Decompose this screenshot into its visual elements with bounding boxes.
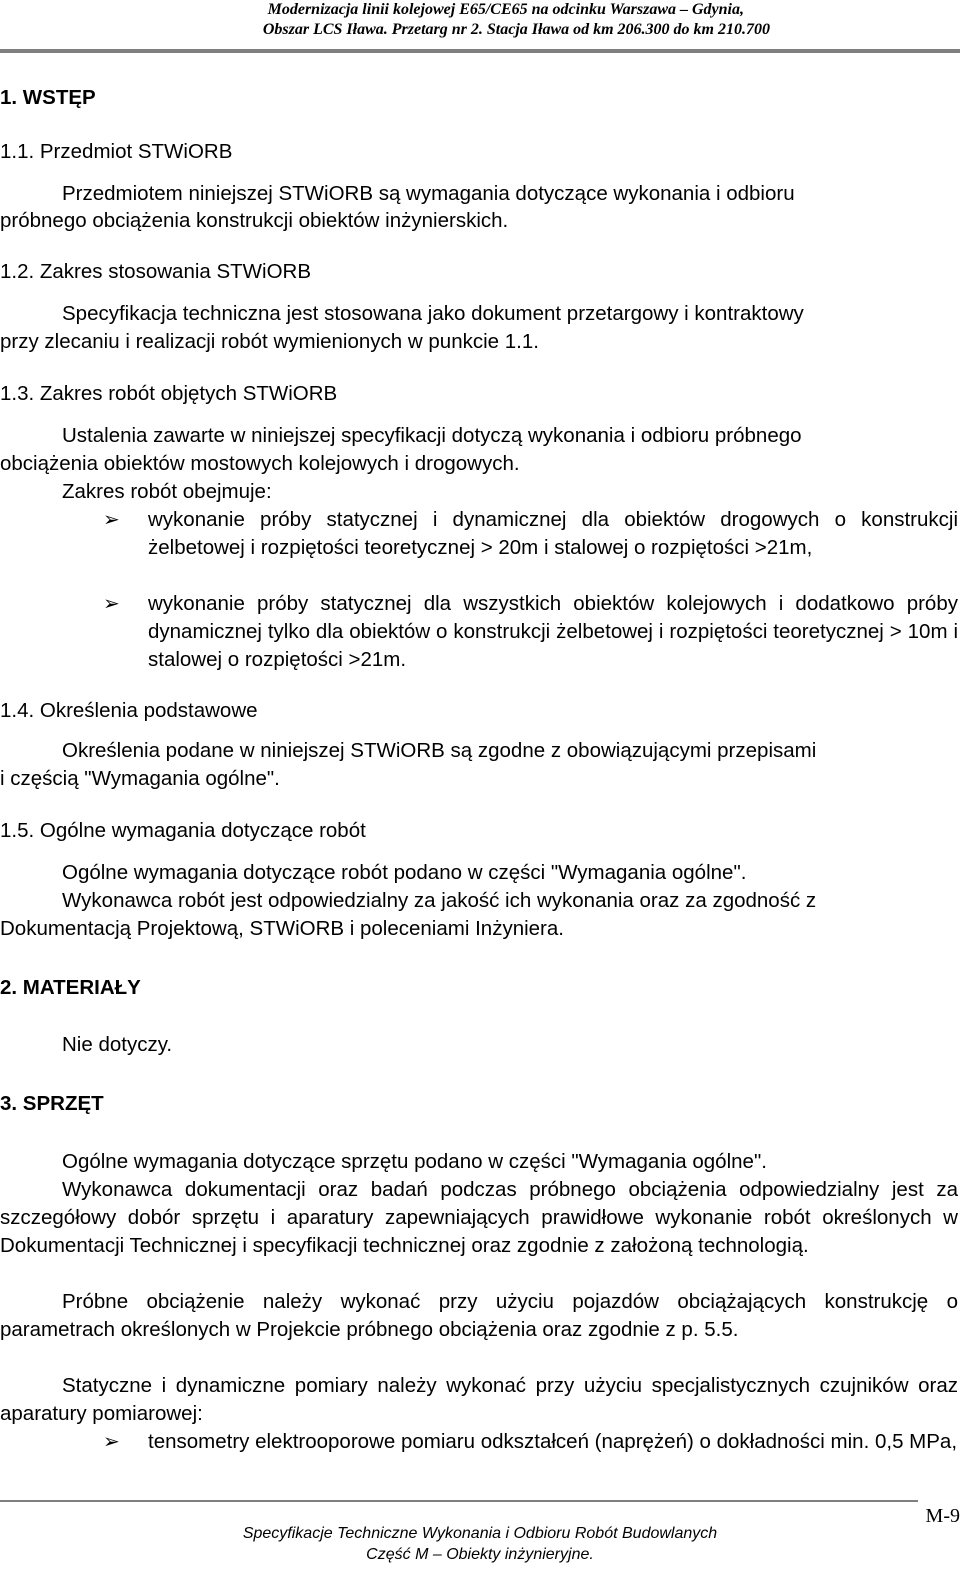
section-1-4-para-line-2: i częścią "Wymagania ogólne".	[0, 767, 280, 790]
section-1-3-para-line-2: obciążenia obiektów mostowych kolejowych i drogowych.	[0, 452, 520, 475]
equipment-bullet-1: tensometry elektrooporowe pomiaru odkształceń (naprężeń) o dokładności min. 0,5 MPa,	[148, 1430, 958, 1453]
scope-bullet-1: wykonanie próby statycznej i dynamicznej dla obiektów drogowych o konstrukcji żelbetowej i rozpiętości teoretycznej > 20m i stalowej o rozpiętości >21m,	[148, 508, 958, 559]
section-1-5-para-line-2: Wykonawca robót jest odpowiedzialny za jakość ich wykonania oraz za zgodność z	[62, 889, 817, 912]
section-1-5-title: 1.5. Ogólne wymagania dotyczące robót	[0, 819, 366, 842]
section-3-para-3: Próbne obciążenie należy wykonać przy użyciu pojazdów obciążających konstrukcję o parametrach określonych w Projekcie próbnego obciążenia oraz zgodnie z p. 5.5.	[0, 1290, 958, 1341]
section-1-2-para-line-1: Specyfikacja techniczna jest stosowana jako dokument przetargowy i kontraktowy	[62, 302, 804, 325]
bullet-arrow-icon: ➢	[103, 593, 120, 615]
header-line-1: Modernizacja linii kolejowej E65/CE65 na odcinku Warszawa – Gdynia,	[267, 1, 744, 18]
header-rule	[0, 49, 960, 53]
section-3-para-2: Wykonawca dokumentacji oraz badań podczas próbnego obciążenia odpowiedzialny jest za szczegółowy dobór sprzętu i aparatury zapewniających prawidłowe wykonanie robót określonych w Dokumentacji Technicznej i specyfikacji technicznej oraz zgodnie z założoną technologią.	[0, 1178, 958, 1257]
bullet-arrow-icon: ➢	[103, 509, 120, 531]
section-1-2-para-line-2: przy zlecaniu i realizacji robót wymienionych w punkcie 1.1.	[0, 330, 539, 353]
section-1-3-para-line-1: Ustalenia zawarte w niniejszej specyfikacji dotyczą wykonania i odbioru próbnego	[62, 424, 802, 447]
section-1-4-para-line-1: Określenia podane w niniejszej STWiORB są zgodne z obowiązującymi przepisami	[62, 739, 817, 762]
section-1-1-title: 1.1. Przedmiot STWiORB	[0, 140, 233, 163]
bullet-arrow-icon: ➢	[103, 1431, 120, 1453]
section-1-1-para-line-1: Przedmiotem niniejszej STWiORB są wymagania dotyczące wykonania i odbioru	[62, 182, 795, 205]
section-3-para-1: Ogólne wymagania dotyczące sprzętu podano w części "Wymagania ogólne".	[62, 1150, 767, 1173]
section-2-title: 2. MATERIAŁY	[0, 976, 141, 999]
footer-rule	[0, 1500, 918, 1502]
section-1-3-title: 1.3. Zakres robót objętych STWiORB	[0, 382, 338, 405]
section-1-4-title: 1.4. Określenia podstawowe	[0, 699, 258, 722]
section-2-para: Nie dotyczy.	[62, 1033, 173, 1056]
header-line-2: Obszar LCS Iława. Przetarg nr 2. Stacja Iława od km 206.300 do km 210.700	[262, 21, 770, 38]
footer-line-2: Część M – Obiekty inżynieryjne.	[366, 1546, 594, 1563]
page-number: M-9	[925, 1505, 960, 1527]
section-1-1-para-line-2: próbnego obciążenia konstrukcji obiektów inżynierskich.	[0, 209, 509, 232]
section-1-2-title: 1.2. Zakres stosowania STWiORB	[0, 260, 312, 283]
section-1-title: 1. WSTĘP	[0, 86, 96, 109]
section-3-para-4: Statyczne i dynamiczne pomiary należy wykonać przy użyciu specjalistycznych czujników oraz aparatury pomiarowej:	[0, 1374, 958, 1425]
section-1-5-para-line-1: Ogólne wymagania dotyczące robót podano w części "Wymagania ogólne".	[62, 861, 747, 884]
scope-bullet-2: wykonanie próby statycznej dla wszystkich obiektów kolejowych i dodatkowo próby dynamicznej tylko dla obiektów o konstrukcji żelbetowej i rozpiętości teoretycznej > 10m i stalowej o rozpiętości >21m.	[148, 592, 958, 671]
section-3-title: 3. SPRZĘT	[0, 1092, 104, 1115]
footer-line-1: Specyfikacje Techniczne Wykonania i Odbioru Robót Budowlanych	[242, 1525, 718, 1542]
section-1-5-para-line-3: Dokumentacją Projektową, STWiORB i poleceniami Inżyniera.	[0, 917, 564, 940]
section-1-3-scope-intro: Zakres robót obejmuje:	[62, 480, 272, 503]
